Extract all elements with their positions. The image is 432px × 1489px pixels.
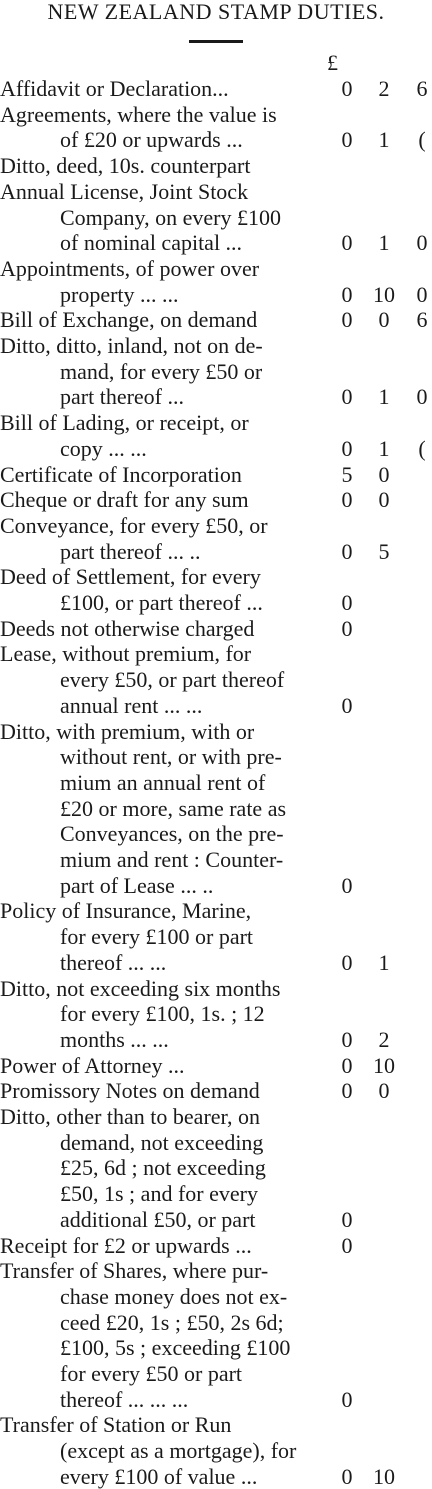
duty-line	[60, 359, 432, 384]
duty-line-text: Cheque or draft for any sum	[0, 487, 249, 513]
duty-line-text: months ... ...	[60, 1026, 169, 1052]
pounds-value: 0	[341, 281, 353, 307]
duty-line-text: chase money does not ex-	[60, 1283, 288, 1309]
duty-line	[60, 1310, 432, 1335]
duty-line	[0, 513, 432, 538]
duty-line	[60, 667, 432, 692]
pence-value: (	[418, 127, 426, 153]
duty-line-text: property ... ...	[60, 281, 179, 307]
duty-line-text: ceed £20, 1s ; £50, 2s 6d;	[60, 1309, 284, 1335]
duty-line-text: Bill of Lading, or receipt, or	[0, 410, 249, 436]
duty-line-text: Receipt for £2 or upwards ...	[0, 1232, 252, 1258]
duty-line-text: demand, not exceeding	[60, 1129, 264, 1155]
duty-line-text: Lease, without premium, for	[0, 641, 252, 667]
duty-line-text: Policy of Insurance, Marine,	[0, 898, 252, 924]
duty-line	[60, 1207, 432, 1232]
duty-line	[0, 102, 432, 127]
duty-line-text: Agreements, where the value is	[0, 101, 277, 127]
duty-line-text: Transfer of Shares, where pur-	[0, 1258, 269, 1284]
pounds-value: 0	[341, 590, 353, 615]
duty-line	[60, 744, 432, 769]
pounds-value: 0	[341, 1386, 353, 1412]
pence-value: (	[418, 435, 426, 461]
duty-line-text: of £20 or upwards ...	[60, 127, 243, 153]
duty-line-text: annual rent ... ...	[60, 692, 203, 718]
duty-line	[60, 1361, 432, 1386]
duty-line	[60, 230, 432, 255]
shillings-value: 0	[378, 307, 390, 333]
pounds-value: 0	[341, 615, 353, 641]
shillings-value: 2	[378, 1026, 390, 1052]
pounds-value: 0	[341, 435, 353, 461]
pence-value: 6	[416, 307, 428, 333]
shillings-value: 10	[373, 1052, 395, 1078]
duty-line-text: Ditto, with premium, with or	[0, 718, 255, 744]
pounds-value: 0	[341, 872, 353, 898]
duty-line	[60, 282, 432, 307]
shillings-value: 10	[373, 1463, 395, 1489]
duty-line-text: mand, for every £50 or	[60, 358, 263, 384]
duty-line	[0, 1258, 432, 1283]
pounds-value: 0	[341, 487, 353, 513]
duty-line-text: £100, or part thereof ...	[60, 590, 263, 615]
duty-line	[60, 1387, 432, 1412]
duty-line-text: Company, on every £100	[60, 204, 281, 230]
duty-line	[60, 1284, 432, 1309]
shillings-value: 10	[373, 281, 395, 307]
duty-line	[0, 1233, 432, 1258]
duty-line	[60, 950, 432, 975]
duty-line-text: Deed of Settlement, for every	[0, 564, 261, 590]
duty-line	[0, 256, 432, 281]
duty-line-text: mium and rent : Counter-	[60, 847, 284, 872]
duty-line-text: Conveyances, on the pre-	[60, 821, 284, 847]
duty-line-text: Affidavit or Declaration...	[0, 76, 229, 101]
duty-line	[60, 770, 432, 795]
pounds-value: 0	[341, 384, 353, 410]
duty-line-text: Promissory Notes on demand	[0, 1078, 260, 1104]
pence-value: 0	[416, 384, 428, 410]
duty-line	[60, 1027, 432, 1052]
duty-line	[0, 462, 432, 487]
duty-line-text: £20 or more, same rate as	[60, 795, 287, 821]
pounds-value: 0	[341, 1052, 353, 1078]
duty-line-text: Transfer of Station or Run	[0, 1412, 232, 1438]
duty-line	[60, 796, 432, 821]
pounds-value: 0	[341, 692, 353, 718]
page-title: NEW ZEALAND STAMP DUTIES.	[47, 0, 385, 24]
shillings-value: 1	[378, 384, 390, 410]
duty-line-text: without rent, or with pre-	[60, 744, 282, 770]
pounds-value: 0	[341, 1078, 353, 1104]
duty-line	[0, 976, 432, 1001]
duty-line-text: part thereof ... ..	[60, 538, 201, 564]
duty-line	[60, 384, 432, 409]
pence-value: 0	[416, 230, 428, 256]
shillings-value: 1	[378, 127, 390, 153]
duty-line	[60, 1181, 432, 1206]
pounds-value: 0	[341, 1232, 353, 1258]
pounds-value: 0	[341, 230, 353, 256]
duty-line-text: for every £100, 1s. ; 12	[60, 1001, 265, 1027]
duty-line-text: Power of Attorney ...	[0, 1052, 185, 1078]
duty-line	[60, 1130, 432, 1155]
pounds-value: 0	[341, 307, 353, 333]
duty-line-text: part of Lease ... ..	[60, 872, 214, 898]
duty-line-text: thereof ... ...	[60, 949, 167, 975]
duty-line	[0, 153, 432, 178]
duty-line	[0, 564, 432, 589]
duty-line	[60, 821, 432, 846]
duty-line	[0, 898, 432, 923]
shillings-value: 2	[378, 76, 390, 101]
pounds-value: 0	[341, 1206, 353, 1232]
shillings-value: 1	[378, 949, 390, 975]
currency-header: £	[327, 50, 338, 75]
duty-line	[60, 436, 432, 461]
duty-line	[60, 873, 432, 898]
duty-line	[0, 641, 432, 666]
duty-line-text: copy ... ...	[60, 435, 147, 461]
duty-line-text: thereof ... ... ...	[60, 1386, 189, 1412]
duty-line	[0, 1104, 432, 1129]
duty-line-text: Bill of Exchange, on demand	[0, 307, 258, 333]
duty-line	[0, 1053, 432, 1078]
duty-line-text: £50, 1s ; and for every	[60, 1181, 258, 1207]
pounds-value: 0	[341, 127, 353, 153]
duty-line-text: for every £100 or part	[60, 924, 254, 950]
duty-line-text: Conveyance, for every £50, or	[0, 512, 268, 538]
duty-line	[60, 924, 432, 949]
shillings-value: 0	[378, 487, 390, 513]
duty-line	[0, 1412, 432, 1437]
duty-line	[60, 1155, 432, 1180]
duty-line-text: part thereof ...	[60, 384, 184, 410]
shillings-value: 1	[378, 230, 390, 256]
pounds-value: 0	[341, 949, 353, 975]
duty-line	[60, 127, 432, 152]
duty-line	[0, 76, 432, 101]
duty-line	[0, 307, 432, 332]
pence-value: 0	[416, 281, 428, 307]
duty-line	[0, 616, 432, 641]
duty-line	[60, 693, 432, 718]
duty-line-text: for every £50 or part	[60, 1361, 243, 1386]
duty-line-text: mium an annual rent of	[60, 769, 266, 795]
pence-value: 6	[416, 76, 428, 101]
duty-line-text: (except as a mortgage), for	[60, 1438, 297, 1464]
duty-line-text: Ditto, deed, 10s. counterpart	[0, 153, 251, 179]
pounds-value: 0	[341, 1463, 353, 1489]
duty-line-text: every £50, or part thereof	[60, 667, 285, 693]
pounds-value: 0	[341, 76, 353, 101]
duty-line	[0, 410, 432, 435]
pounds-value: 0	[341, 1026, 353, 1052]
duty-line-text: £100, 5s ; exceeding £100	[60, 1335, 291, 1361]
duty-line-text: Annual License, Joint Stock	[0, 178, 249, 204]
duty-line	[0, 487, 432, 512]
duty-line-text: Appointments, of power over	[0, 255, 260, 281]
duty-line	[60, 1438, 432, 1463]
pounds-value: 5	[341, 461, 353, 487]
duty-line	[60, 1335, 432, 1360]
duty-line	[60, 1001, 432, 1026]
pounds-value: 0	[341, 538, 353, 564]
duty-line-text: Ditto, other than to bearer, on	[0, 1104, 260, 1129]
duty-line-text: every £100 of value ...	[60, 1463, 258, 1489]
shillings-value: 0	[378, 1078, 390, 1104]
duty-line	[0, 719, 432, 744]
duty-line-text: Certificate of Incorporation	[0, 461, 242, 487]
duty-line-text: Deeds not otherwise charged	[0, 615, 255, 641]
title-divider	[189, 40, 243, 43]
duty-line	[0, 333, 432, 358]
duty-line-text: £25, 6d ; not exceeding	[60, 1155, 266, 1181]
duty-line-text: of nominal capital ...	[60, 230, 243, 256]
duty-line	[60, 590, 432, 615]
duty-line-text: additional £50, or part	[60, 1206, 256, 1232]
duty-line-text: Ditto, not exceeding six months	[0, 975, 281, 1001]
duty-line	[0, 179, 432, 204]
duty-line	[60, 205, 432, 230]
shillings-value: 5	[378, 538, 390, 564]
duty-line	[0, 1078, 432, 1103]
shillings-value: 1	[378, 435, 390, 461]
duty-line	[60, 1464, 432, 1489]
duty-line	[60, 539, 432, 564]
shillings-value: 0	[378, 461, 390, 487]
duty-line-text: Ditto, ditto, inland, not on de-	[0, 333, 263, 358]
duty-line	[60, 847, 432, 872]
